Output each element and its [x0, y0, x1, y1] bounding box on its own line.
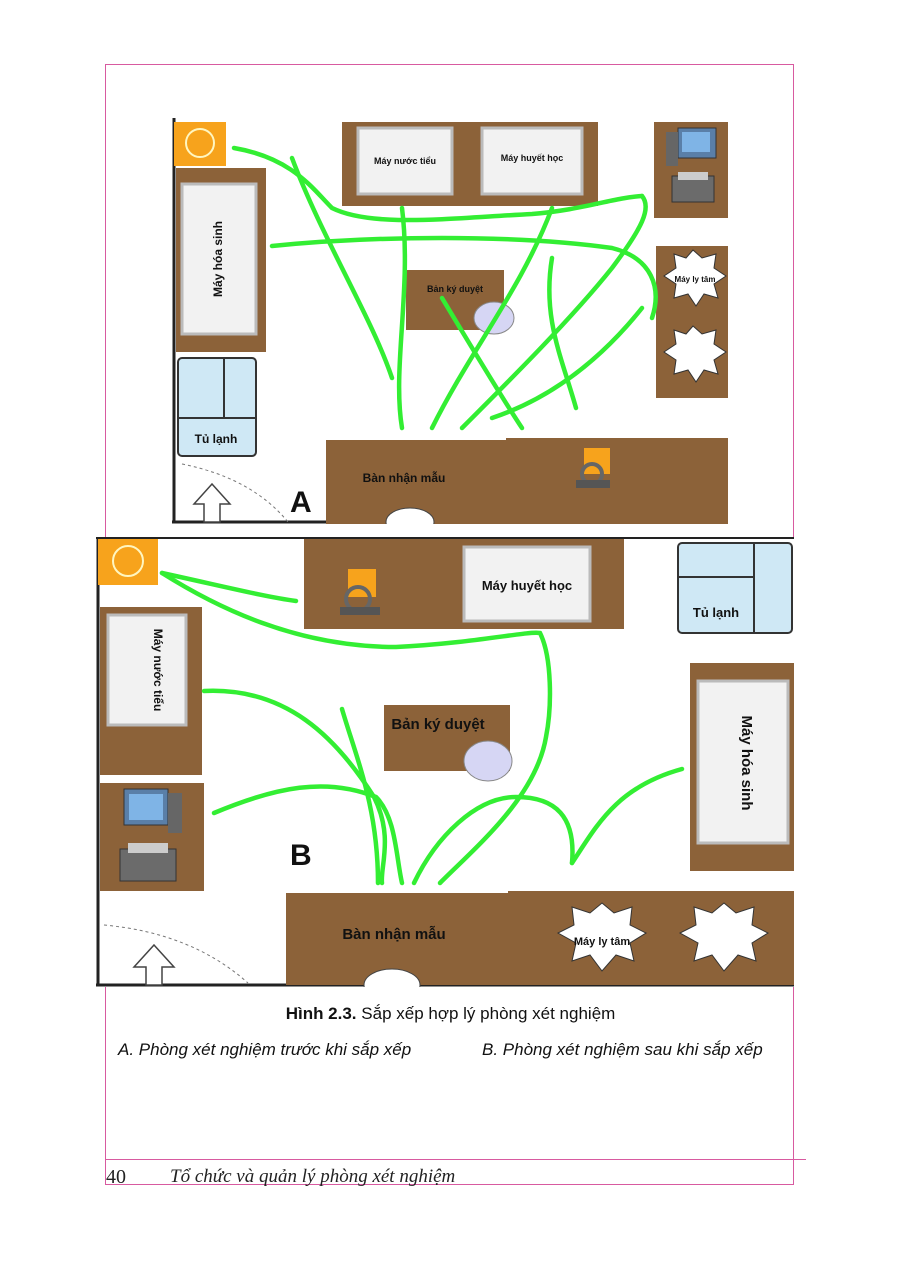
footer-divider — [105, 1159, 806, 1160]
svg-text:Bản ký duyệt: Bản ký duyệt — [426, 284, 484, 294]
urine-analyzer — [358, 128, 452, 194]
svg-text:Máy nước tiểu: Máy nước tiểu — [151, 628, 165, 712]
sink-icon — [98, 539, 158, 585]
svg-text:Máy hóa sinh: Máy hóa sinh — [738, 715, 755, 811]
caption-sub-b: B. Phòng xét nghiệm sau khi sắp xếp — [482, 1040, 763, 1059]
svg-text:Tủ lạnh: Tủ lạnh — [692, 605, 740, 620]
reception-desk — [363, 470, 446, 485]
reception-desk — [342, 926, 445, 943]
printer-icon — [120, 843, 176, 881]
hematology-analyzer — [464, 547, 590, 621]
refrigerator — [678, 543, 792, 633]
urine-analyzer — [108, 615, 186, 725]
svg-text:Bàn nhận mẫu: Bàn nhận mẫu — [362, 471, 446, 485]
svg-text:Bản ký duyệt: Bản ký duyệt — [391, 716, 485, 733]
caption-text: Sắp xếp hợp lý phòng xét nghiệm — [356, 1004, 616, 1023]
svg-text:Máy huyết học: Máy huyết học — [481, 578, 573, 593]
running-footer-title: Tổ chức và quản lý phòng xét nghiệm — [170, 1166, 456, 1187]
page-number: 40 — [106, 1166, 126, 1188]
approval-desk — [384, 705, 512, 781]
floorplan-a — [172, 118, 728, 524]
svg-text:Máy nước tiểu: Máy nước tiểu — [374, 156, 436, 166]
printer-icon — [672, 172, 714, 202]
caption-prefix: Hình 2.3. — [285, 1004, 357, 1023]
biochemistry-analyzer — [698, 681, 788, 843]
svg-text:Máy hóa sinh: Máy hóa sinh — [211, 220, 225, 298]
figure-caption — [0, 1004, 901, 1024]
caption-sub-a: A. Phòng xét nghiệm trước khi sắp xếp — [118, 1040, 412, 1059]
svg-text:Máy huyết học: Máy huyết học — [500, 153, 564, 163]
svg-text:Bàn nhận mẫu: Bàn nhận mẫu — [342, 926, 446, 943]
floorplan-b — [96, 537, 794, 987]
svg-text:Tủ lạnh: Tủ lạnh — [194, 432, 238, 446]
svg-text:A: A — [290, 486, 312, 519]
biochemistry-analyzer — [182, 184, 256, 334]
svg-text:Máy ly tâm: Máy ly tâm — [573, 936, 631, 948]
svg-text:Máy ly tâm: Máy ly tâm — [674, 275, 716, 284]
svg-text:B: B — [290, 839, 312, 872]
sink-icon — [174, 122, 226, 166]
refrigerator — [178, 358, 256, 456]
hematology-analyzer — [482, 128, 582, 194]
